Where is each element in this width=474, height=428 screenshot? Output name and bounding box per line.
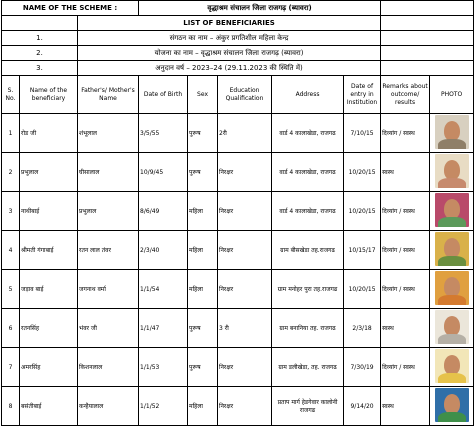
column-header-row [2,76,474,114]
list-title: LIST OF BENEFICIARIES [78,16,381,31]
table-row [2,270,474,309]
info-text: अनुदान वर्ष – 2023–24 (29.11.2023 की स्थिति में) [78,61,381,76]
cell-dob: 10/9/45 [139,153,188,192]
cell-remarks: दिव्यांग / स्वस्थ [381,231,430,270]
cell-entry-date: 7/30/19 [344,348,381,387]
cell-sno: 4 [2,231,20,270]
header-remarks: Remarks about outcome/ results [381,76,430,114]
cell-education: निरक्षर [218,153,272,192]
table-row [2,192,474,231]
cell-entry-date: 9/14/20 [344,387,381,426]
cell-parent: रतन लाल तंवर [78,231,139,270]
cell-entry-date: 10/20/15 [344,270,381,309]
beneficiary-photo [435,154,469,188]
photo-face [444,394,460,414]
info-number: 2. [2,46,78,61]
photo-face [444,277,460,297]
beneficiary-photo [435,388,469,422]
cell-education: निरक्षर [218,192,272,231]
photo-body [438,139,466,149]
cell-remarks: स्वस्थ [381,387,430,426]
cell-sno: 3 [2,192,20,231]
cell-photo [430,231,474,270]
cell-dob: 2/3/40 [139,231,188,270]
cell-photo [430,348,474,387]
cell-education: निरक्षर [218,270,272,309]
cell-dob: 1/1/54 [139,270,188,309]
cell-sno: 5 [2,270,20,309]
beneficiary-sheet [1,0,474,426]
cell-sex: महिला [188,270,218,309]
cell-sex: महिला [188,387,218,426]
cell-address: ग्राम डलीखेडा, तह. राजगढ [272,348,344,387]
info-number: 1. [2,31,78,46]
cell-education: निरक्षर [218,387,272,426]
cell-name: बसंतीबाई [20,387,78,426]
header-sno: S. No. [2,76,20,114]
photo-body [438,256,466,266]
cell-name: रोड जी [20,114,78,153]
cell-dob: 3/5/55 [139,114,188,153]
cell-remarks: स्वस्थ [381,153,430,192]
table-row [2,309,474,348]
cell-entry-date: 10/20/15 [344,153,381,192]
cell-address: ग्राम बीसखेडा तह.राजगढ [272,231,344,270]
cell-education: निरक्षर [218,231,272,270]
cell-dob: 1/1/47 [139,309,188,348]
info-number: 3. [2,61,78,76]
beneficiary-photo [435,271,469,305]
cell-parent: कन्हैयालाल [78,387,139,426]
beneficiary-rows [2,114,474,426]
cell-name: अमरसिंह [20,348,78,387]
scheme-label: NAME OF THE SCHEME : [2,1,139,16]
cell-remarks: स्वस्थ [381,309,430,348]
cell-name: रतनसिंह [20,309,78,348]
photo-body [438,334,466,344]
cell-name: श्रीमती गंगाबाई [20,231,78,270]
header-address: Address [272,76,344,114]
cell-dob: 1/1/52 [139,387,188,426]
cell-address: वार्ड 4 कालाखेडा, राजगढ [272,153,344,192]
cell-photo [430,153,474,192]
cell-photo [430,270,474,309]
photo-body [438,217,466,227]
info-row-1 [2,31,474,46]
cell-name: जड़ाव बाई [20,270,78,309]
cell-sex: पुरूष [188,309,218,348]
photo-body [438,412,466,422]
beneficiary-photo [435,349,469,383]
cell-name: नाथीबाई [20,192,78,231]
header-education: Education Qualification [218,76,272,114]
header-entry-date: Date of entry in Institution [344,76,381,114]
cell-remarks: दिव्यांग / स्वस्थ [381,114,430,153]
info-row-3 [2,61,474,76]
cell-dob: 8/6/49 [139,192,188,231]
cell-sex: पुरूष [188,153,218,192]
cell-entry-date: 10/15/17 [344,231,381,270]
table-row [2,231,474,270]
cell-name: प्रभुलाल [20,153,78,192]
cell-sex: महिला [188,231,218,270]
info-row-2 [2,46,474,61]
photo-face [444,355,460,375]
beneficiary-photo [435,115,469,149]
cell-photo [430,114,474,153]
table-row [2,348,474,387]
cell-sno: 1 [2,114,20,153]
cell-sex: पुरूष [188,348,218,387]
photo-face [444,238,460,258]
cell-remarks: दिव्यांग / स्वस्थ [381,270,430,309]
scheme-value: वृद्धाश्रम संचालन जिला राजगढ़ (ब्यावरा) [139,1,381,16]
cell-education: 3 री [218,309,272,348]
cell-remarks: दिव्यांग / स्वस्थ [381,348,430,387]
beneficiary-photo [435,232,469,266]
cell-sno: 8 [2,387,20,426]
scheme-row [2,1,474,16]
photo-face [444,199,460,219]
cell-parent: घीसालाल [78,153,139,192]
table-row [2,387,474,426]
info-text: योजना का नाम – वृद्धाश्रम संचालन जिला राजगढ़ (ब्यावरा) [78,46,381,61]
cell-address: वार्ड 4 कालाखेडा, राजगढ [272,114,344,153]
cell-education: 2री [218,114,272,153]
cell-address: वार्ड 4 कालाखेडा, राजगढ [272,192,344,231]
cell-parent: भंवर जी [78,309,139,348]
cell-entry-date: 7/10/15 [344,114,381,153]
table-row [2,114,474,153]
cell-sno: 6 [2,309,20,348]
cell-sno: 7 [2,348,20,387]
header-name: Name of the beneficiary [20,76,78,114]
cell-sex: महिला [188,192,218,231]
table-row [2,153,474,192]
cell-photo [430,309,474,348]
cell-sno: 2 [2,153,20,192]
header-photo: PHOTO [430,76,474,114]
photo-body [438,373,466,383]
beneficiary-photo [435,193,469,227]
photo-face [444,316,460,336]
beneficiary-photo [435,310,469,344]
cell-sex: पुरूष [188,114,218,153]
header-dob: Date of Birth [139,76,188,114]
cell-remarks: दिव्यांग / स्वस्थ [381,192,430,231]
cell-address: प्रताप मार्ग हेडगेवार कालोनी राजगढ [272,387,344,426]
cell-entry-date: 10/20/15 [344,192,381,231]
cell-education: निरक्षर [218,348,272,387]
cell-entry-date: 2/3/18 [344,309,381,348]
cell-address: ग्राम मनोहर पुरा तह.राजगढ [272,270,344,309]
cell-parent: शंभूलाल [78,114,139,153]
photo-body [438,295,466,305]
header-sex: Sex [188,76,218,114]
header-parent: Father's/ Mother's Name [78,76,139,114]
cell-photo [430,387,474,426]
photo-face [444,121,460,141]
photo-body [438,178,466,188]
cell-address: ग्राम बनानिया तह. राजगढ [272,309,344,348]
list-title-row [2,16,474,31]
photo-face [444,160,460,180]
cell-parent: किशनलाल [78,348,139,387]
cell-dob: 1/1/53 [139,348,188,387]
cell-parent: प्रभुलाल [78,192,139,231]
cell-photo [430,192,474,231]
info-text: संगठन का नाम – अंकुर प्रगतिशील महिला केन्द्र [78,31,381,46]
cell-parent: जगनाथ वर्मा [78,270,139,309]
